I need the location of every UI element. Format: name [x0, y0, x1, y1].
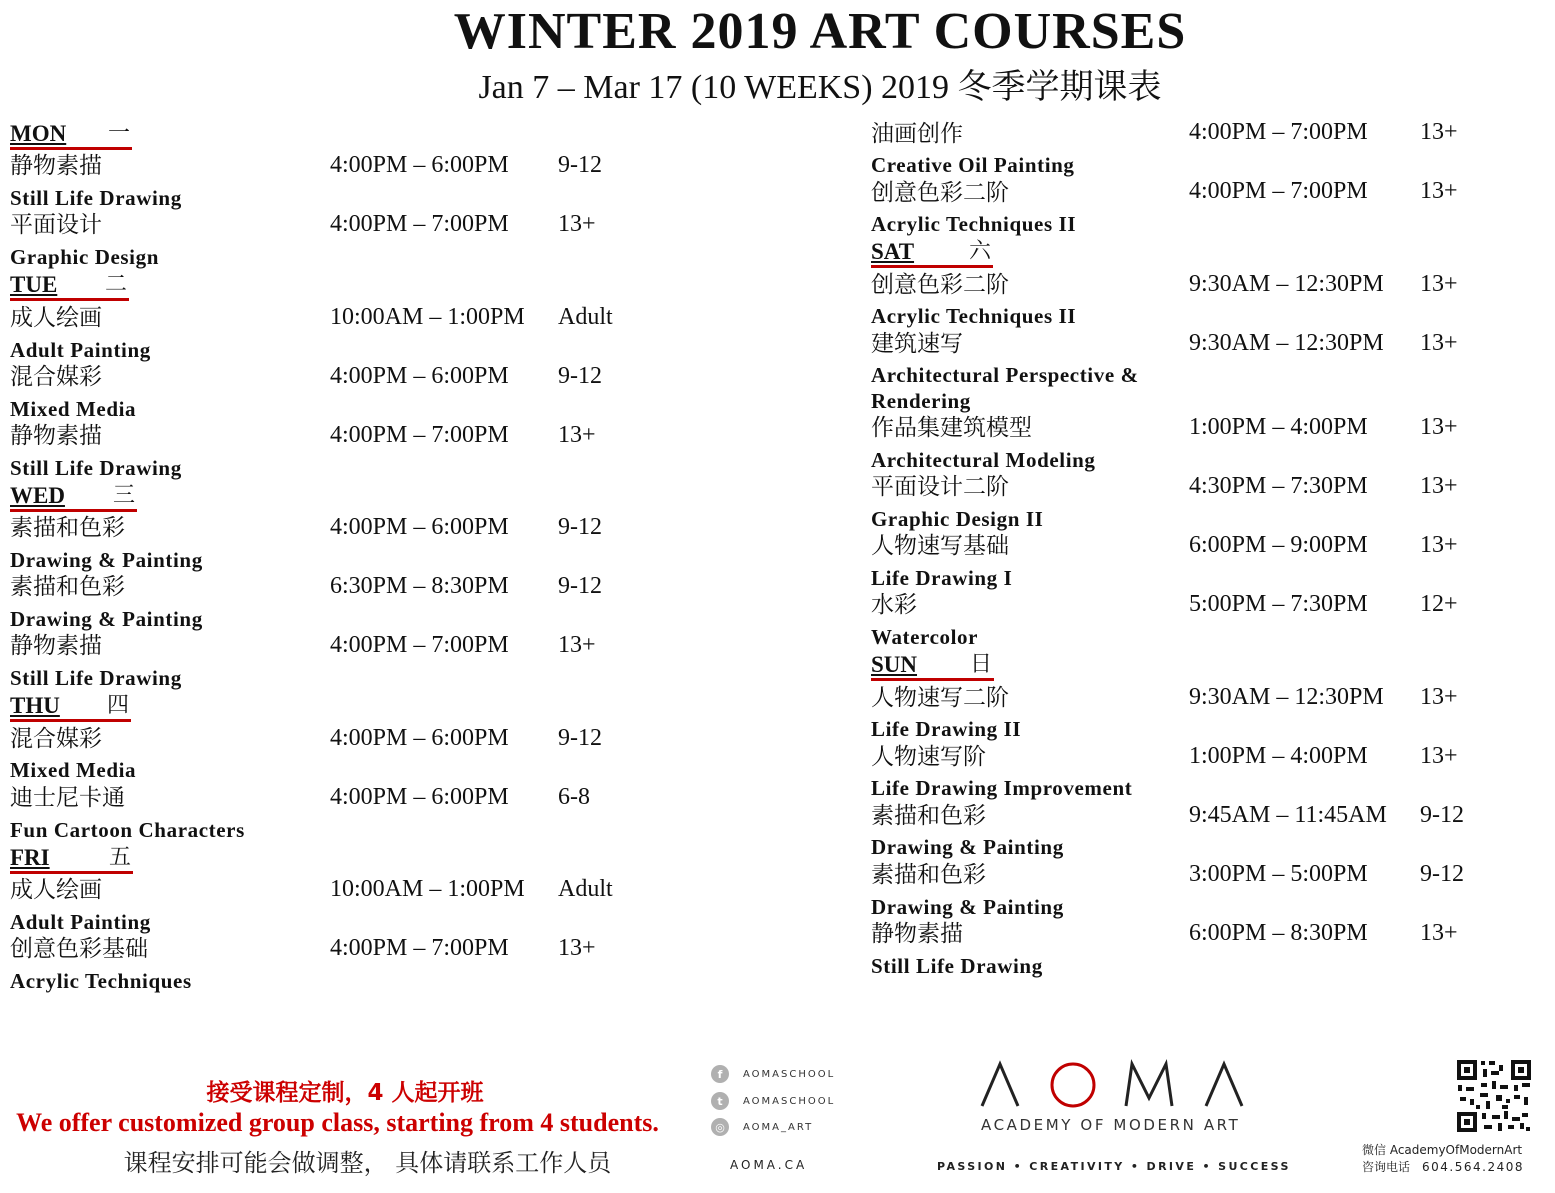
course-name-zh: 平面设计 — [10, 212, 102, 238]
course-name-en: Fun Cartoon Characters — [10, 818, 245, 842]
course-time: 4:00PM – 7:00PM — [330, 935, 509, 961]
slogan: PASSION • CREATIVITY • DRIVE • SUCCESS — [937, 1160, 1291, 1173]
phone-label: 咨询电话 — [1362, 1160, 1411, 1174]
course-age: 13+ — [558, 422, 596, 448]
day-header-sat — [871, 239, 993, 268]
course-name-en: Drawing & Painting — [10, 607, 203, 631]
course-name-en: Life Drawing Improvement — [871, 776, 1133, 800]
social-handle: AOMA_ART — [743, 1121, 814, 1133]
website-link[interactable]: AOMA.CA — [730, 1158, 808, 1172]
day-label-zh: 日 — [969, 652, 992, 677]
course-time: 4:00PM – 6:00PM — [330, 725, 509, 751]
page-subtitle: Jan 7 – Mar 17 (10 WEEKS) 2019 冬季学期课表 — [478, 69, 1162, 106]
course-name-zh: 混合媒彩 — [10, 726, 102, 752]
day-label-en: SUN — [871, 652, 918, 677]
course-time: 9:30AM – 12:30PM — [1189, 330, 1384, 356]
course-age: 13+ — [1420, 473, 1458, 499]
page-title: WINTER 2019 ART COURSES — [453, 3, 1187, 60]
course-time: 4:00PM – 7:00PM — [330, 211, 509, 237]
day-label-en: FRI — [10, 845, 50, 870]
twitter-icon: t — [711, 1092, 729, 1110]
course-age: 13+ — [558, 935, 596, 961]
day-label-en: MON — [10, 121, 67, 146]
day-label-en: WED — [10, 483, 65, 508]
course-age: 9-12 — [558, 152, 602, 178]
course-time: 4:30PM – 7:30PM — [1189, 473, 1368, 499]
course-name-zh: 迪士尼卡通 — [10, 785, 125, 811]
course-time: 4:00PM – 7:00PM — [1189, 178, 1368, 204]
course-name-zh: 静物素描 — [871, 921, 963, 947]
course-name-en: Drawing & Painting — [10, 548, 203, 572]
phone-contact — [1362, 1158, 1524, 1175]
course-name-zh: 平面设计二阶 — [871, 474, 1009, 500]
course-name-en: Acrylic Techniques II — [871, 212, 1077, 236]
course-age: Adult — [558, 876, 613, 902]
course-name-zh: 成人绘画 — [10, 305, 102, 331]
course-name-zh: 创意色彩二阶 — [871, 180, 1009, 206]
course-age: 13+ — [1420, 743, 1458, 769]
course-time: 3:00PM – 5:00PM — [1189, 861, 1368, 887]
course-name-en: Life Drawing I — [871, 566, 1013, 590]
course-name-zh: 人物速写基础 — [871, 533, 1009, 559]
course-name-zh: 混合媒彩 — [10, 364, 102, 390]
course-age: 9-12 — [1420, 861, 1464, 887]
course-time: 4:00PM – 6:00PM — [330, 363, 509, 389]
social-facebook[interactable] — [711, 1064, 835, 1084]
course-name-zh: 静物素描 — [10, 153, 102, 179]
aoma-logo — [978, 1058, 1246, 1112]
course-name-en: Adult Painting — [10, 338, 151, 362]
social-twitter[interactable] — [711, 1091, 835, 1111]
course-name-en: Drawing & Painting — [871, 895, 1064, 919]
wechat-qr-code — [1456, 1059, 1532, 1133]
course-name-en: Creative Oil Painting — [871, 153, 1075, 177]
course-time: 1:00PM – 4:00PM — [1189, 414, 1368, 440]
course-age: 6-8 — [558, 784, 590, 810]
course-age: 13+ — [1420, 178, 1458, 204]
course-name-en: Still Life Drawing — [871, 954, 1043, 978]
social-instagram[interactable] — [711, 1117, 813, 1137]
course-name-en: Acrylic Techniques — [10, 969, 192, 993]
course-time: 4:00PM – 6:00PM — [330, 152, 509, 178]
course-name-en: Mixed Media — [10, 758, 137, 782]
course-time: 10:00AM – 1:00PM — [330, 876, 525, 902]
course-name-en: Drawing & Painting — [871, 835, 1064, 859]
day-label-zh: 四 — [106, 693, 129, 718]
course-age: 13+ — [1420, 414, 1458, 440]
day-label-zh: 二 — [104, 272, 127, 297]
course-name-zh: 素描和色彩 — [10, 574, 125, 600]
course-age: 13+ — [1420, 920, 1458, 946]
course-age: 12+ — [1420, 591, 1458, 617]
course-name-zh: 创意色彩基础 — [10, 936, 148, 962]
course-age: 13+ — [1420, 532, 1458, 558]
social-handle: AOMASCHOOL — [743, 1068, 836, 1080]
day-label-zh: 三 — [112, 483, 135, 508]
course-time: 4:00PM – 7:00PM — [330, 422, 509, 448]
promo-text-en: We offer customized group class, starting from 4 students. — [16, 1108, 659, 1137]
course-age: 13+ — [1420, 684, 1458, 710]
day-label-zh: 五 — [108, 845, 131, 870]
course-age: 13+ — [558, 211, 596, 237]
course-name-en: Watercolor — [871, 625, 979, 649]
course-time: 10:00AM – 1:00PM — [330, 304, 525, 330]
course-time: 6:00PM – 9:00PM — [1189, 532, 1368, 558]
course-name-zh: 成人绘画 — [10, 877, 102, 903]
day-label-zh: 一 — [107, 121, 130, 146]
day-label-zh: 六 — [968, 239, 991, 264]
course-name-zh: 水彩 — [871, 592, 917, 618]
course-name-en: Still Life Drawing — [10, 666, 182, 690]
course-age: 9-12 — [558, 363, 602, 389]
course-age: 9-12 — [558, 573, 602, 599]
course-name-en: Architectural Perspective & Rendering — [871, 363, 1139, 413]
course-age: Adult — [558, 304, 613, 330]
course-name-en: Life Drawing II — [871, 717, 1022, 741]
instagram-icon: ◎ — [711, 1118, 729, 1136]
course-age: 13+ — [1420, 271, 1458, 297]
course-name-en: Still Life Drawing — [10, 456, 182, 480]
course-age: 13+ — [1420, 119, 1458, 145]
course-name-en: Mixed Media — [10, 397, 137, 421]
course-name-zh: 静物素描 — [10, 633, 102, 659]
course-time: 1:00PM – 4:00PM — [1189, 743, 1368, 769]
course-name-zh: 作品集建筑模型 — [871, 415, 1032, 441]
course-age: 9-12 — [558, 725, 602, 751]
course-name-en: Graphic Design II — [871, 507, 1044, 531]
day-header-sun — [871, 652, 994, 681]
wechat-id: 微信 AcademyOfModernArt — [1362, 1143, 1523, 1157]
phone-number[interactable]: 604.564.2408 — [1422, 1160, 1524, 1174]
course-name-zh: 建筑速写 — [871, 331, 963, 357]
day-label-en: TUE — [10, 272, 58, 297]
course-time: 4:00PM – 6:00PM — [330, 784, 509, 810]
course-name-zh: 人物速写二阶 — [871, 685, 1009, 711]
course-time: 6:30PM – 8:30PM — [330, 573, 509, 599]
course-time: 9:45AM – 11:45AM — [1189, 802, 1387, 828]
course-time: 4:00PM – 6:00PM — [330, 514, 509, 540]
course-time: 5:00PM – 7:30PM — [1189, 591, 1368, 617]
course-age: 9-12 — [1420, 802, 1464, 828]
day-header-wed — [10, 483, 137, 512]
day-label-en: THU — [10, 693, 60, 718]
course-name-en: Acrylic Techniques II — [871, 304, 1077, 328]
course-age: 13+ — [558, 632, 596, 658]
course-name-zh: 素描和色彩 — [871, 803, 986, 829]
course-name-en: Architectural Modeling — [871, 448, 1096, 472]
course-name-en: Adult Painting — [10, 910, 151, 934]
course-time: 9:30AM – 12:30PM — [1189, 684, 1384, 710]
facebook-icon: f — [711, 1065, 729, 1083]
social-handle: AOMASCHOOL — [743, 1095, 836, 1107]
day-header-mon — [10, 121, 132, 150]
course-name-zh: 素描和色彩 — [871, 862, 986, 888]
course-name-zh: 静物素描 — [10, 423, 102, 449]
course-name-zh: 人物速写阶 — [871, 744, 986, 770]
course-age: 9-12 — [558, 514, 602, 540]
course-time: 9:30AM – 12:30PM — [1189, 271, 1384, 297]
schedule-note: 课程安排可能会做调整， 具体请联系工作人员 — [123, 1149, 612, 1177]
course-time: 4:00PM – 7:00PM — [1189, 119, 1368, 145]
course-time: 6:00PM – 8:30PM — [1189, 920, 1368, 946]
course-name-en: Still Life Drawing — [10, 186, 182, 210]
day-header-fri — [10, 845, 133, 874]
course-name-zh: 创意色彩二阶 — [871, 272, 1009, 298]
day-header-tue — [10, 272, 129, 301]
academy-name: ACADEMY OF MODERN ART — [981, 1116, 1241, 1134]
course-name-zh: 素描和色彩 — [10, 515, 125, 541]
course-time: 4:00PM – 7:00PM — [330, 632, 509, 658]
course-age: 13+ — [1420, 330, 1458, 356]
course-name-zh: 油画创作 — [871, 121, 963, 147]
day-header-thu — [10, 693, 131, 722]
promo-text-cn: 接受课程定制，4 人起开班 — [206, 1080, 484, 1106]
day-label-en: SAT — [871, 239, 915, 264]
course-name-en: Graphic Design — [10, 245, 159, 269]
